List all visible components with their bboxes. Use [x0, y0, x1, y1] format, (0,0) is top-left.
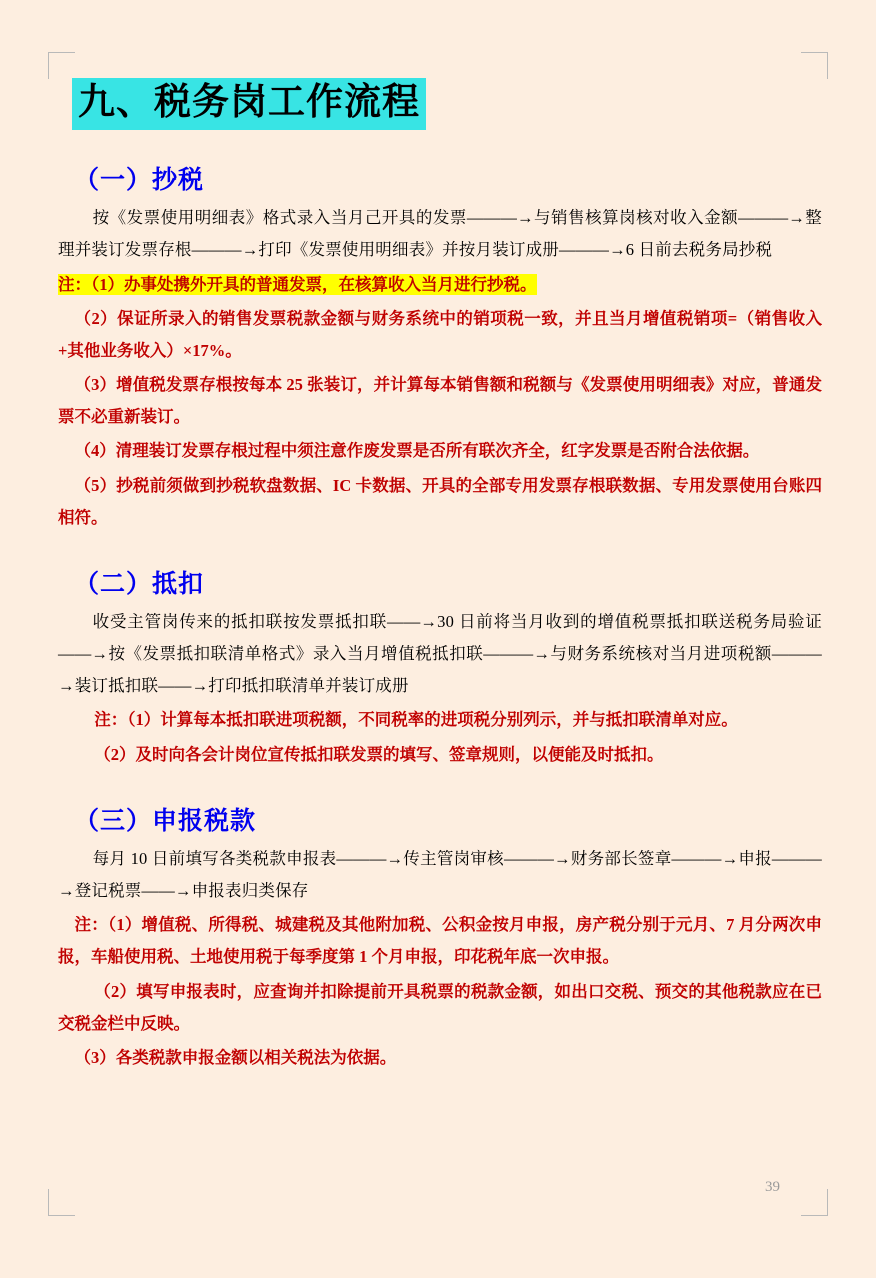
section-3-note-2: （2）填写申报表时，应查询并扣除提前开具税票的税款金额，如出口交税、预交的其他税款应在已交税金栏中反映。	[58, 981, 822, 1033]
section-3-note-3: （3）各类税款申报金额以相关税法为依据。	[74, 1047, 397, 1067]
section-heading-1: （一）抄税	[74, 167, 205, 195]
section-1-note-5: （5）抄税前须做到抄税软盘数据、IC 卡数据、开具的全部专用发票存根联数据、专用发票使用台账四相符。	[58, 475, 822, 527]
section-1-note-2: （2）保证所录入的销售发票税款金额与财务系统中的销项税一致，并且当月增值税销项=（销售收入+其他业务收入）×17%。	[58, 308, 822, 360]
crop-mark-bottom-left	[48, 1189, 75, 1216]
section-3-note-1: 注：（1）增值税、所得税、城建税及其他附加税、公积金按月申报，房产税分别于元月、7 月分两次申报，车船使用税、土地使用税于每季度第 1 个月申报，印花税年底一次申报。	[58, 915, 822, 967]
section-1-note-1	[58, 269, 822, 301]
section-1-paragraph-1: 按《发票使用明细表》格式录入当月己开具的发票———→与销售核算岗核对收入金额———→整理并装订发票存根———→打印《发票使用明细表》并按月装订成册———→6 日前去税务局抄税	[58, 208, 822, 260]
crop-mark-bottom-right	[801, 1189, 828, 1216]
section-heading-3: （三）申报税款	[74, 807, 257, 835]
document-content	[58, 68, 822, 1076]
section-heading-2: （二）抵扣	[74, 570, 205, 598]
page-title: 九、税务岗工作流程	[72, 78, 426, 130]
page-number: 39	[765, 1179, 780, 1195]
section-1-note-1-text: 注：（1）办事处携外开具的普通发票，在核算收入当月进行抄税。	[58, 274, 537, 294]
section-2-note-2: （2）及时向各会计岗位宣传抵扣联发票的填写、签章规则，以便能及时抵扣。	[94, 744, 664, 764]
section-2-note-1: 注：（1）计算每本抵扣联进项税额，不同税率的进项税分别列示，并与抵扣联清单对应。	[94, 710, 738, 730]
section-1-note-3: （3）增值税发票存根按每本 25 张装订，并计算每本销售额和税额与《发票使用明细表》对应，普通发票不必重新装订。	[58, 375, 822, 427]
section-2-paragraph-1: 收受主管岗传来的抵扣联按发票抵扣联——→30 日前将当月收到的增值税票抵扣联送税务局验证——→按《发票抵扣联清单格式》录入当月增值税抵扣联———→与财务系统核对当月进项税额———→装订抵扣联——→打印抵扣联清单并装订成册	[58, 611, 822, 696]
section-3-paragraph-1: 每月 10 日前填写各类税款申报表———→传主管岗审核———→财务部长签章———→申报———→登记税票——→申报表归类保存	[58, 848, 822, 900]
section-1-note-4: （4）清理装订发票存根过程中须注意作废发票是否所有联次齐全，红字发票是否附合法依据。	[74, 441, 760, 461]
